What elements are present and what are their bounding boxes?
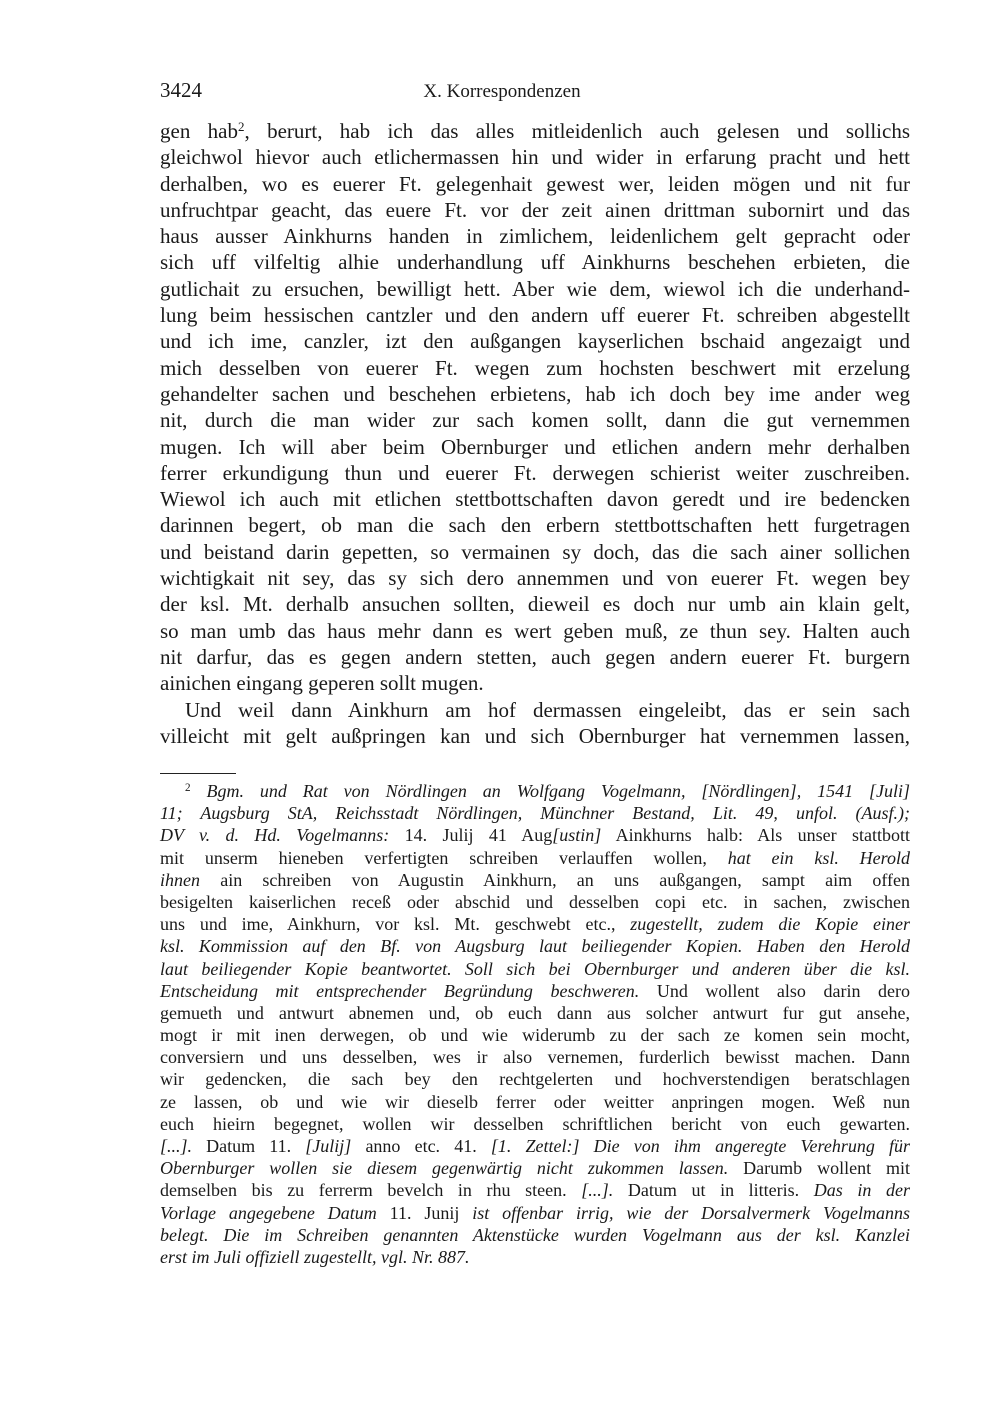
text-segment: Datum ut in litteris. xyxy=(613,1180,814,1201)
text-segment: conversiern und uns desselben, wes ir also vernemen, furderlich bewisst machen. Dann xyxy=(160,1047,910,1068)
italic-text: [1. Zettel:] Die von ihm angeregte Verehrung für xyxy=(490,1136,910,1156)
footnote-line xyxy=(160,891,910,913)
text-segment: gen hab xyxy=(160,119,238,143)
text-line xyxy=(160,434,910,460)
text-line xyxy=(160,644,910,670)
text-segment: der ksl. Mt. derhalb ansuchen sollten, dieweil es doch nur umb ain klain gelt, xyxy=(160,592,910,617)
text-line xyxy=(160,249,910,275)
italic-text: ist offenbar irrig, wie der Dorsalvermerk Vogelmanns xyxy=(472,1202,910,1223)
footnote-line xyxy=(160,1002,910,1024)
text-segment: Ainkhurns halb: Als unser stattbott xyxy=(601,825,911,846)
text-line xyxy=(160,512,910,538)
footnote-line xyxy=(160,847,910,869)
text-segment: und beistand darin gepetten, so vermainen sy doch, das die sach ainer sollichen xyxy=(160,539,910,564)
italic-text: belegt. Die im Schreiben genannten Aktenstücke wurden Vogelmann aus der ksl. Kanzlei xyxy=(160,1224,910,1245)
footnote-marker: 2 xyxy=(237,118,245,134)
text-segment: lung beim hessischen cantzler und den andern uff euerer Ft. schreiben abgestellt xyxy=(160,303,910,328)
italic-text: erst im Juli offiziell zugestellt, vgl. Nr. 887. xyxy=(160,1246,470,1267)
text-segment: mogt ir mit inen derwegen, ob und wie widerumb zu der sach ze komen sein mocht, xyxy=(160,1025,910,1046)
text-line xyxy=(160,591,910,617)
text-line xyxy=(160,539,910,565)
footnote-line xyxy=(160,935,910,957)
text-segment: darinnen begert, ob man die sach den erbern stettbottschaften hett furgetragen xyxy=(160,513,910,538)
text-segment: uns und ime, Ainkhurn, vor ksl. Mt. geschwebt etc., xyxy=(160,914,631,935)
text-line xyxy=(160,723,910,749)
text-segment: Wiewol ich auch mit etlichen stettbottschaften davon geredt und ire bedencken xyxy=(160,487,910,512)
footnote-line xyxy=(160,980,910,1002)
text-line xyxy=(160,355,910,381)
text-segment: demselben bis zu ferrerm bevelch in rhu steen. xyxy=(160,1180,582,1201)
italic-text: Bgm. und Rat von Nördlingen an Wolfgang Vogelmann, [Nördlingen], 1541 [Juli] xyxy=(206,781,910,801)
text-line xyxy=(160,407,910,433)
italic-text: DV v. d. Hd. Vogelmanns: xyxy=(160,825,405,846)
footnote-line xyxy=(160,780,910,802)
text-segment: wichtigkait nit sey, das sy sich dero annemmen und von euerer Ft. wegen bey xyxy=(160,566,910,591)
text-line xyxy=(160,460,910,486)
main-text xyxy=(160,118,910,749)
italic-text: laut beiliegender Kopie beantwortet. Soll sich bei Obernburger und anderen über die ksl. xyxy=(160,958,910,979)
text-segment: nit darfur, das es gegen andern stetten, auch gegen andern euerer Ft. burgern xyxy=(160,644,910,669)
text-segment: euch hieirn begegnet, wollen wir desselben schriftlichen bericht von euch gewarten. xyxy=(160,1113,910,1134)
text-line xyxy=(160,302,910,328)
running-head: X. Korrespondenzen xyxy=(423,81,581,102)
text-segment: sich uff vilfeltig alhie underhandlung uff Ainkhurns beschehen erbieten, die xyxy=(160,250,910,275)
italic-text: [...]. xyxy=(160,1136,193,1156)
italic-text: [...]. xyxy=(581,1180,614,1201)
text-line xyxy=(160,565,910,591)
footnote-line xyxy=(160,1091,910,1113)
text-segment: gleichwol hievor auch etlichermassen hin und wider in erfarung pracht und hett xyxy=(160,145,910,170)
text-segment: Und weil dann Ainkhurn am hof dermassen eingeleibt, das er sein sach xyxy=(185,697,910,722)
text-segment: gutlichait zu ersuchen, bewilligt hett. Aber wie dem, wiewol ich die underhand- xyxy=(160,276,910,301)
text-segment: ain schreiben von Augustin Ainkhurn, an uns außgangen, sampt aim offen xyxy=(200,869,910,890)
text-line xyxy=(160,618,910,644)
footnote-marker: 2 xyxy=(185,781,191,794)
italic-text: Das in der xyxy=(813,1180,910,1201)
text-segment: gehandelter sachen und beschehen erbietens, hab ich doch bey ime ander weg xyxy=(160,381,910,406)
text-line xyxy=(160,223,910,249)
footnote-line xyxy=(160,802,910,824)
footnote-line xyxy=(160,1202,910,1224)
footnote-line xyxy=(160,1068,910,1090)
footnote-line xyxy=(160,1135,910,1157)
text-segment: ferrer erkundigung thun und euerer Ft. derwegen schierist weiter zuschreiben. xyxy=(160,460,910,485)
text-segment: , berurt, hab ich das alles mitleidenlich auch gelesen und sollichs xyxy=(244,119,910,143)
italic-text: ksl. Kommission auf den Bf. von Augsburg laut beiliegender Kopien. Haben den Herold xyxy=(160,936,910,957)
text-line xyxy=(160,118,910,144)
text-line xyxy=(160,486,910,512)
footnote-line xyxy=(160,1113,910,1135)
italic-text: Entscheidung mit entsprechender Begründung beschweren. xyxy=(160,980,640,1001)
text-segment: anno etc. 41. xyxy=(351,1136,491,1156)
footnote-line xyxy=(160,1179,910,1201)
text-segment: ze lassen, ob und wie wir dieselb ferrer oder weitter anpringen mogen. Weß nun xyxy=(160,1091,910,1112)
text-segment: besigelten kaiserlichen receß oder abschid und desselben copi etc. in sachen, zwischen xyxy=(160,891,910,912)
text-segment: 11. Junij xyxy=(389,1202,473,1223)
italic-text: Obernburger wollen sie diesem gegenwärtig nicht zukommen lassen. xyxy=(160,1158,729,1179)
text-segment: Und wollent also darin dero xyxy=(639,980,910,1001)
text-segment: mugen. Ich will aber beim Obernburger und etlichen andern mehr derhalben xyxy=(160,434,910,459)
italic-text: hat ein ksl. Herold xyxy=(727,847,911,868)
text-line xyxy=(160,328,910,354)
footnote-line xyxy=(160,1046,910,1068)
italic-text: 11; Augsburg StA, Reichsstadt Nördlingen, Münchner Bestand, Lit. 49, unfol. (Ausf.); xyxy=(160,803,910,824)
text-segment: derhalben, wo es euerer Ft. gelegenhait gewest wer, leiden mögen und nit fur xyxy=(160,171,910,196)
footnote-line xyxy=(160,1024,910,1046)
footnote xyxy=(160,780,910,1268)
text-segment: so man umb das haus mehr dann es wert geben muß, ze thun sey. Halten auch xyxy=(160,618,910,643)
footnote-rule xyxy=(160,773,236,774)
text-segment: unfruchtpar geacht, das euere Ft. vor der zeit ainen drittman subornirt und das xyxy=(160,197,910,222)
footnote-line xyxy=(160,869,910,891)
footnote-line xyxy=(160,913,910,935)
text-segment: mit unserm hieneben verfertigten schreiben verlauffen wollen, xyxy=(160,847,728,868)
text-segment: villeicht mit gelt außpringen kan und sich Obernburger hat vernemmen lassen, xyxy=(160,723,910,748)
text-line xyxy=(160,670,910,696)
text-segment: und ich ime, canzler, izt den außgangen kayserlichen bschaid angezaigt und xyxy=(160,329,910,354)
text-segment: haus ausser Ainkhurns handen in zimlichem, leidenlichem gelt gepracht oder xyxy=(160,224,910,249)
footnote-line xyxy=(160,1246,910,1268)
text-segment: ainichen eingang geperen sollt mugen. xyxy=(160,671,484,696)
text-segment xyxy=(191,781,207,801)
italic-text: ihnen xyxy=(160,869,200,890)
text-segment: Datum 11. xyxy=(192,1136,306,1156)
text-line xyxy=(160,144,910,170)
text-segment: mich desselben von euerer Ft. wegen zum hochsten beschwert mit erzelung xyxy=(160,355,910,380)
text-segment: Darumb wollent mit xyxy=(728,1158,911,1179)
text-segment: wir gedencken, die sach bey den rechtgelerten und hochverstendigen beratschlagen xyxy=(160,1069,910,1090)
italic-text: zugestellt, zudem die Kopie einer xyxy=(630,914,910,935)
text-segment: nit, durch die man wider zur sach komen sollt, dann die gut vernemmen xyxy=(160,408,910,433)
footnote-line xyxy=(160,1157,910,1179)
text-line xyxy=(160,697,910,723)
italic-text: Vorlage angegebene Datum xyxy=(160,1202,390,1223)
text-line xyxy=(160,171,910,197)
text-segment: 14. Julij 41 Aug xyxy=(404,825,553,846)
text-segment: gemueth und antwurt abnemen und, ob euch dann aus solcher antwurt fur gut ansehe, xyxy=(160,1002,910,1023)
italic-text: [Julij] xyxy=(305,1136,352,1156)
page-number: 3424 xyxy=(160,78,202,102)
text-line xyxy=(160,197,910,223)
footnote-line xyxy=(160,824,910,846)
text-line xyxy=(160,276,910,302)
text-line xyxy=(160,381,910,407)
footnote-line xyxy=(160,958,910,980)
footnote-line xyxy=(160,1224,910,1246)
italic-text: [ustin] xyxy=(552,825,602,846)
